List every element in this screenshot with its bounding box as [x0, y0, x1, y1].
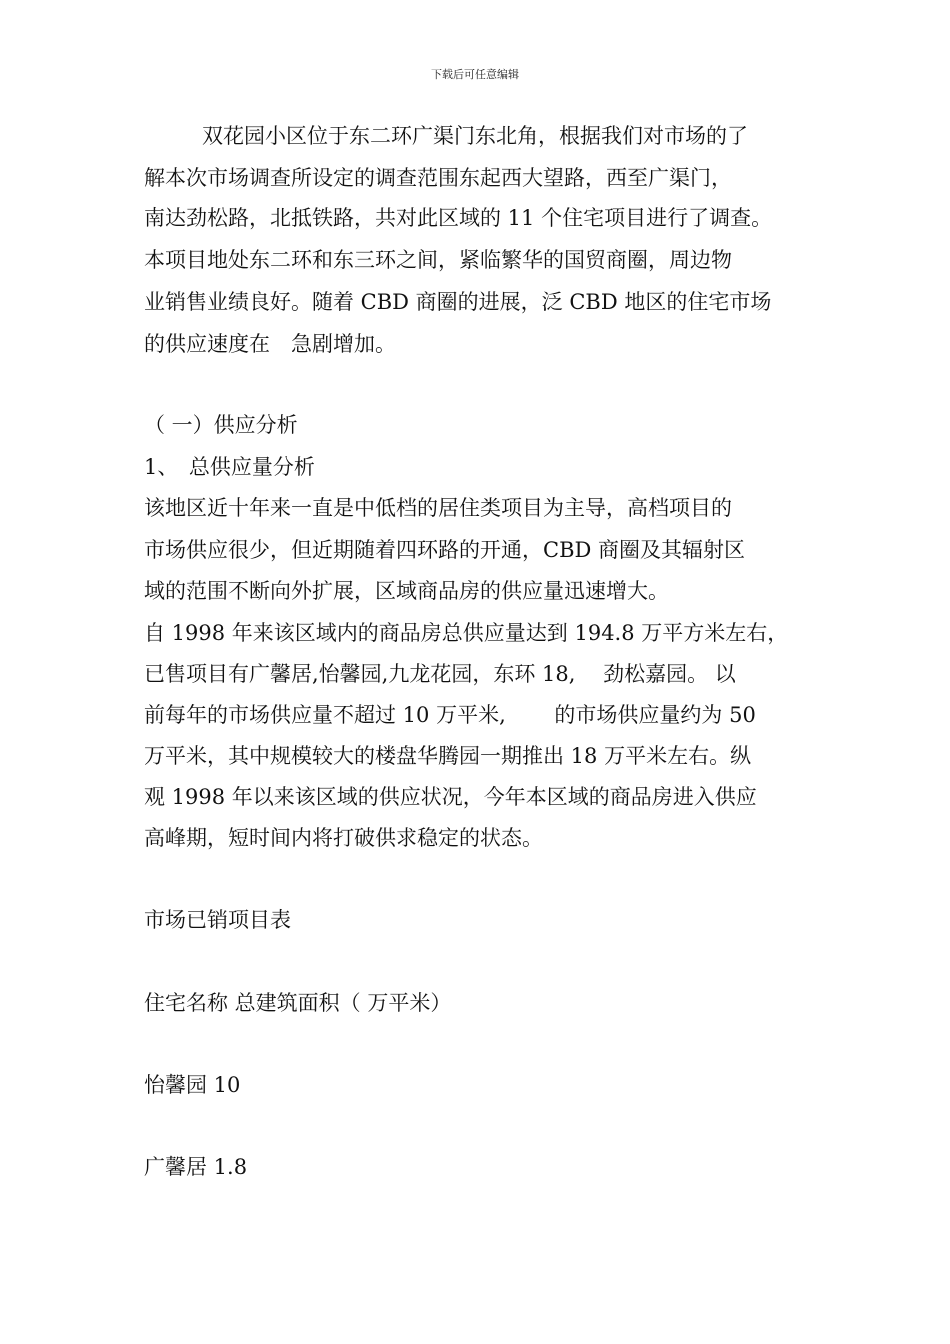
- table-title: 市场已销项目表: [144, 908, 291, 932]
- paragraph2-line-2: 已售项目有广馨居,怡馨园,九龙花园，东环 18, 劲松嘉园。 以: [144, 662, 736, 686]
- paragraph2-line-5: 观 1998 年以来该区域的供应状况，今年本区域的商品房进入供应: [144, 785, 757, 809]
- intro-line-2: 解本次市场调查所设定的调查范围东起西大望路，西至广渠门，: [144, 166, 732, 190]
- intro-line-6: 的供应速度在 急剧增加。: [144, 332, 396, 356]
- table-row: 广馨居 1.8: [144, 1155, 248, 1179]
- paragraph1-line-2: 市场供应很少，但近期随着四环路的开通，CBD 商圈及其辐射区: [144, 538, 746, 562]
- paragraph2-line-4: 万平米，其中规模较大的楼盘华腾园一期推出 18 万平米左右。纵: [144, 744, 752, 768]
- header-note: 下载后可任意编辑: [431, 68, 519, 81]
- section-heading: （ 一）供应分析: [144, 413, 298, 437]
- paragraph2-line-3: 前每年的市场供应量不超过 10 万平米, 的市场供应量约为 50: [144, 703, 756, 727]
- paragraph1-line-3: 域的范围不断向外扩展，区域商品房的供应量迅速增大。: [144, 579, 669, 603]
- intro-line-1: 双花园小区位于东二环广渠门东北角，根据我们对市场的了: [202, 124, 748, 148]
- paragraph2-line-6: 高峰期，短时间内将打破供求稳定的状态。: [144, 826, 543, 850]
- table-header: 住宅名称 总建筑面积（ 万平米）: [144, 991, 452, 1015]
- intro-line-4: 本项目地处东二环和东三环之间，紧临繁华的国贸商圈，周边物: [144, 248, 732, 272]
- intro-line-3: 南达劲松路，北抵铁路，共对此区域的 11 个住宅项目进行了调查。: [144, 206, 773, 230]
- table-row: 怡馨园 10: [144, 1073, 241, 1097]
- section-subheading: 1、 总供应量分析: [144, 455, 315, 479]
- paragraph2-line-1: 自 1998 年来该区域内的商品房总供应量达到 194.8 万平方米左右，: [144, 621, 789, 645]
- paragraph1-line-1: 该地区近十年来一直是中低档的居住类项目为主导，高档项目的: [144, 496, 732, 520]
- intro-line-5: 业销售业绩良好。随着 CBD 商圈的进展，泛 CBD 地区的住宅市场: [144, 290, 772, 314]
